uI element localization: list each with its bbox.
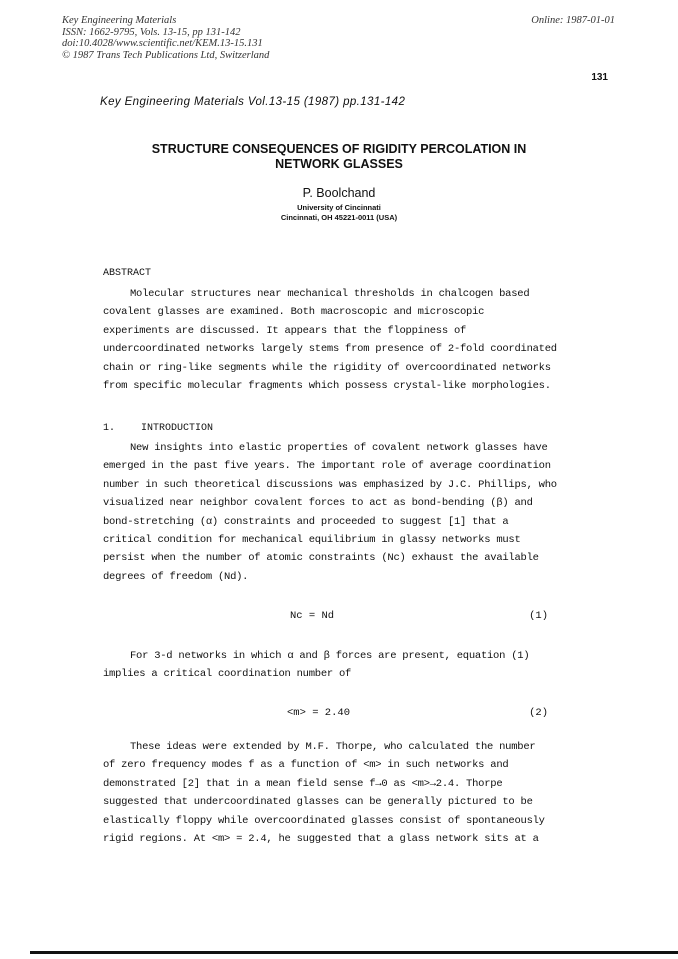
intro-paragraph-2: [103, 647, 529, 684]
section-title: INTRODUCTION: [141, 423, 214, 434]
abstract-text: [103, 285, 557, 395]
equation-2-label: (2): [529, 707, 548, 719]
author: P. Boolchand: [302, 186, 376, 200]
text-line: elastically floppy while overcoordinated glasses consist of spontaneously: [103, 814, 545, 827]
page-number: 131: [591, 72, 608, 83]
text-line: degrees of freedom (Nd).: [103, 570, 249, 583]
text-line: demonstrated [2] that in a mean field sense f→0 as <m>→2.4. Thorpe: [103, 777, 503, 790]
text-line: chain or ring-like segments while the rigidity of overcoordinated networks: [103, 361, 551, 374]
header-line: doi:10.4028/www.scientific.net/KEM.13-15.131: [62, 38, 263, 49]
intro-paragraph-1: [103, 439, 557, 586]
header-line: © 1987 Trans Tech Publications Ltd, Switzerland: [62, 49, 270, 61]
text-line: undercoordinated networks largely stems from presence of 2-fold coordinated: [103, 343, 557, 356]
text-line: critical condition for mechanical equilibrium in glassy networks must: [103, 533, 521, 546]
section-number: 1.: [103, 423, 116, 434]
title-line: STRUCTURE CONSEQUENCES OF RIGIDITY PERCOLATION IN: [151, 142, 527, 156]
text-line: For 3-d networks in which α and β forces are present, equation (1): [130, 650, 530, 662]
header-line: ISSN: 1662-9795, Vols. 13-15, pp 131-142: [62, 26, 241, 38]
section-heading: [103, 423, 239, 434]
text-line: suggested that undercoordinated glasses can be generally pictured to be: [103, 796, 533, 809]
text-line: implies a critical coordination number of: [103, 668, 352, 681]
journal-line: Key Engineering Materials Vol.13-15 (1987) pp.131-142: [100, 96, 406, 108]
title-line: NETWORK GLASSES: [275, 157, 403, 171]
text-line: These ideas were extended by M.F. Thorpe, who calculated the number: [130, 741, 536, 753]
text-line: Molecular structures near mechanical thresholds in chalcogen based: [130, 288, 530, 300]
affiliation-line: University of Cincinnati: [297, 203, 381, 212]
equation-2: <m> = 2.40: [287, 707, 351, 719]
abstract-heading: ABSTRACT: [103, 268, 152, 279]
paper-title: [0, 142, 678, 172]
affiliation-line: Cincinnati, OH 45221-0011 (USA): [280, 212, 398, 222]
text-line: visualized near neighbor covalent forces to act as bond-bending (β) and: [103, 497, 533, 510]
text-line: emerged in the past five years. The important role of average coordination: [103, 460, 551, 473]
bottom-rule: [30, 951, 678, 954]
text-line: experiments are discussed. It appears that the floppiness of: [103, 324, 467, 337]
text-line: rigid regions. At <m> = 2.4, he suggested that a glass network sits at a: [103, 832, 539, 845]
affiliation: [0, 203, 678, 222]
intro-paragraph-3: [103, 738, 545, 848]
text-line: from specific molecular fragments which possess crystal-like morphologies.: [103, 379, 551, 392]
text-line: bond-stretching (α) constraints and proceeded to suggest [1] that a: [103, 515, 509, 528]
text-line: New insights into elastic properties of covalent network glasses have: [130, 442, 548, 454]
header-line: Key Engineering Materials: [62, 15, 177, 26]
online-date: Online: 1987-01-01: [531, 15, 615, 26]
text-line: of zero frequency modes f as a function of <m> in such networks and: [103, 759, 509, 772]
text-line: persist when the number of atomic constraints (Nc) exhaust the available: [103, 552, 539, 565]
citation-header: [62, 15, 269, 61]
text-line: covalent glasses are examined. Both macroscopic and microscopic: [103, 306, 485, 319]
text-line: number in such theoretical discussions was emphasized by J.C. Phillips, who: [103, 478, 557, 491]
equation-1: Nc = Nd: [290, 610, 335, 622]
equation-1-label: (1): [529, 610, 548, 622]
